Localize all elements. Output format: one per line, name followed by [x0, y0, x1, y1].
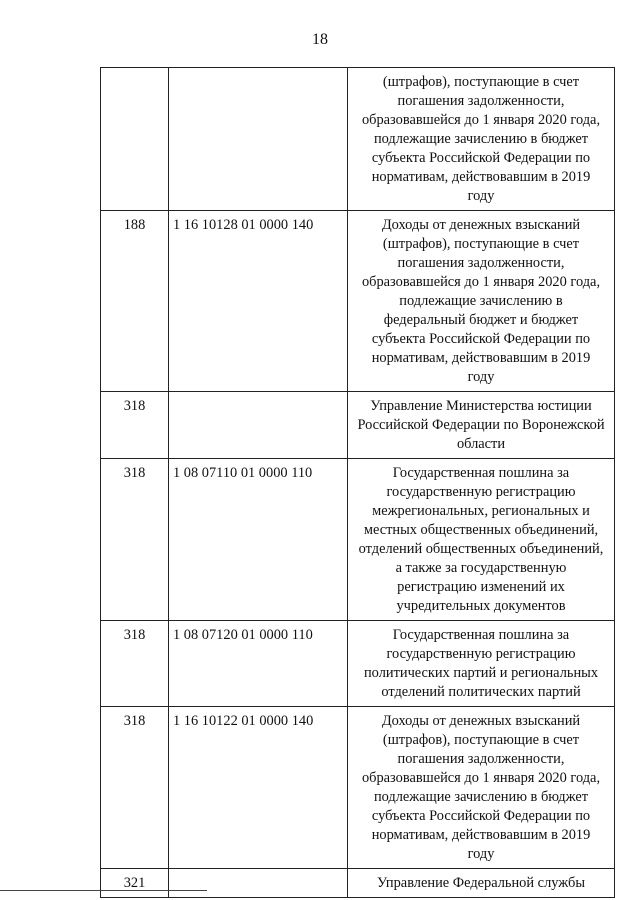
table-row	[101, 707, 615, 869]
table-body	[101, 68, 615, 898]
revenue-name-line: регистрацию изменений их	[397, 579, 565, 595]
revenue-code-cell	[169, 392, 348, 459]
revenue-name-line: отделений политических партий	[381, 684, 581, 700]
table-row	[101, 211, 615, 392]
admin-code-cell: 318	[101, 459, 169, 621]
revenue-name-line: погашения задолженности,	[397, 255, 565, 271]
revenue-name-line: Российской Федерации по Воронежской	[357, 417, 605, 433]
table-row	[101, 459, 615, 621]
revenue-name-line: нормативам, действовавшим в 2019	[371, 827, 591, 843]
page-number: 18	[312, 31, 328, 48]
revenue-code-cell: 1 16 10128 01 0000 140	[169, 211, 348, 392]
revenue-name-line: государственную регистрацию	[386, 646, 576, 662]
revenue-name-cell	[348, 392, 615, 459]
revenue-name-line: межрегиональных, региональных и	[372, 503, 590, 519]
revenue-name-line: субъекта Российской Федерации по	[371, 150, 591, 166]
revenue-name-line: государственную регистрацию	[386, 484, 576, 500]
revenue-name-line: субъекта Российской Федерации по	[371, 331, 591, 347]
revenue-name-line: подлежащие зачислению в бюджет	[373, 131, 589, 147]
revenue-name-line: Государственная пошлина за	[392, 465, 570, 481]
revenue-name-line: Управление Федеральной службы	[376, 875, 585, 891]
revenue-name-cell	[348, 211, 615, 392]
revenue-name-line: нормативам, действовавшим в 2019	[371, 169, 591, 185]
footer-divider	[0, 890, 207, 891]
revenue-name-line: погашения задолженности,	[397, 751, 565, 767]
revenue-name-line: области	[456, 436, 506, 452]
revenue-name-line: Доходы от денежных взысканий	[381, 217, 581, 233]
revenue-name-cell	[348, 869, 615, 898]
revenue-name-line: местных общественных объединений,	[363, 522, 599, 538]
revenue-name-line: образовавшейся до 1 января 2020 года,	[361, 770, 601, 786]
revenue-name-line: подлежащие зачислению в	[399, 293, 563, 309]
revenue-name-line: образовавшейся до 1 января 2020 года,	[361, 112, 601, 128]
revenue-name-line: Управление Министерства юстиции	[370, 398, 592, 414]
revenue-name-line: а также за государственную	[395, 560, 567, 576]
revenue-name-line: Государственная пошлина за	[392, 627, 570, 643]
revenue-name-line: (штрафов), поступающие в счет	[382, 236, 580, 252]
revenue-name-cell	[348, 707, 615, 869]
revenue-code-cell: 1 08 07120 01 0000 110	[169, 621, 348, 707]
revenue-name-cell	[348, 68, 615, 211]
revenue-name-cell	[348, 621, 615, 707]
revenue-name-line: году	[467, 369, 495, 385]
revenue-name-cell	[348, 459, 615, 621]
admin-code-cell: 318	[101, 621, 169, 707]
revenue-name-line: федеральный бюджет и бюджет	[383, 312, 579, 328]
revenue-name-line: образовавшейся до 1 января 2020 года,	[361, 274, 601, 290]
admin-code-cell	[101, 68, 169, 211]
table-row	[101, 392, 615, 459]
revenue-name-line: году	[467, 188, 495, 204]
revenue-name-line: погашения задолженности,	[397, 93, 565, 109]
revenue-name-line: (штрафов), поступающие в счет	[382, 732, 580, 748]
revenue-code-cell	[169, 68, 348, 211]
revenue-name-line: году	[467, 846, 495, 862]
admin-code-cell: 318	[101, 392, 169, 459]
revenue-name-line: политических партий и региональных	[363, 665, 599, 681]
admin-code-cell: 318	[101, 707, 169, 869]
revenue-name-line: подлежащие зачислению в бюджет	[373, 789, 589, 805]
revenue-name-line: нормативам, действовавшим в 2019	[371, 350, 591, 366]
revenue-code-cell	[169, 869, 348, 898]
table-row	[101, 869, 615, 898]
admin-code-cell: 321	[101, 869, 169, 898]
revenue-name-line: Доходы от денежных взысканий	[381, 713, 581, 729]
table-row	[101, 621, 615, 707]
revenue-name-line: отделений общественных объединений,	[358, 541, 604, 557]
admin-code-cell: 188	[101, 211, 169, 392]
revenue-name-line: (штрафов), поступающие в счет	[382, 74, 580, 90]
revenue-name-line: субъекта Российской Федерации по	[371, 808, 591, 824]
revenue-code-cell: 1 16 10122 01 0000 140	[169, 707, 348, 869]
revenue-name-line: учредительных документов	[396, 598, 566, 614]
revenue-code-cell: 1 08 07110 01 0000 110	[169, 459, 348, 621]
table-row	[101, 68, 615, 211]
revenue-codes-table	[100, 67, 615, 898]
